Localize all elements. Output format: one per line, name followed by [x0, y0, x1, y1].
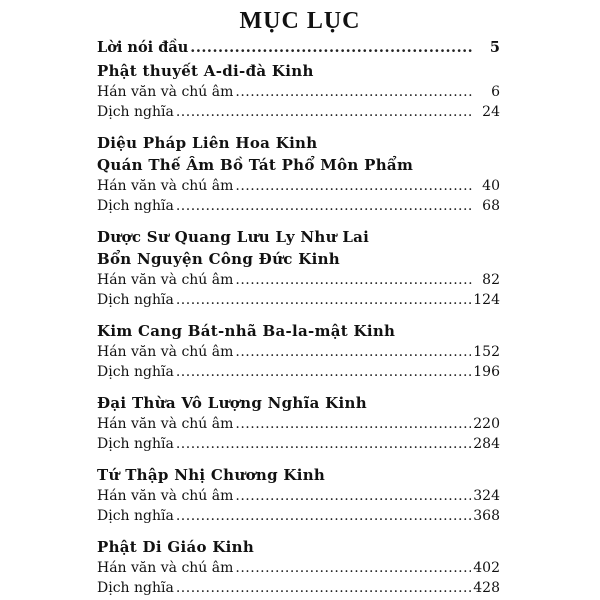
- toc-entry[interactable]: [97, 506, 500, 526]
- toc-page-number: 6: [491, 84, 500, 100]
- toc-page-number: 40: [482, 178, 500, 194]
- toc-entry[interactable]: [97, 176, 500, 196]
- dot-leader: [176, 362, 471, 382]
- toc-entry-label: Hán văn và chú âm: [97, 272, 234, 288]
- dot-leader: [235, 176, 472, 196]
- section-heading[interactable]: Dược Sư Quang Lưu Ly Như Lai: [97, 228, 370, 246]
- toc-entry[interactable]: [97, 270, 500, 290]
- toc-entry-label: Hán văn và chú âm: [97, 488, 234, 504]
- toc-entry-preface[interactable]: [97, 38, 500, 58]
- toc-page-number: 196: [473, 364, 500, 380]
- toc-entry[interactable]: [97, 342, 500, 362]
- dot-leader: [176, 102, 472, 122]
- dot-leader: [235, 82, 472, 102]
- dot-leader: [235, 270, 472, 290]
- dot-leader: [176, 290, 471, 310]
- toc-page-number: 24: [482, 104, 500, 120]
- dot-leader: [235, 486, 471, 506]
- dot-leader: [190, 38, 472, 58]
- toc-entry-label: Dịch nghĩa: [97, 198, 174, 214]
- toc-entry-label: Dịch nghĩa: [97, 580, 174, 596]
- toc-entry[interactable]: [97, 362, 500, 382]
- section-heading-line-2[interactable]: Quán Thế Âm Bồ Tát Phổ Môn Phẩm: [97, 156, 414, 174]
- toc-entry-label: Dịch nghĩa: [97, 364, 174, 380]
- dot-leader: [176, 506, 471, 526]
- toc-entry-label: Hán văn và chú âm: [97, 84, 234, 100]
- dot-leader: [235, 558, 471, 578]
- toc-section: [97, 536, 500, 598]
- toc-section: [97, 392, 500, 454]
- toc-page-number: 284: [473, 436, 500, 452]
- toc-page-number: 324: [473, 488, 500, 504]
- toc-page-number: 368: [473, 508, 500, 524]
- toc-page-number: 68: [482, 198, 500, 214]
- dot-leader: [176, 578, 471, 598]
- toc-entry-label: Dịch nghĩa: [97, 436, 174, 452]
- toc-entry[interactable]: [97, 486, 500, 506]
- toc-entry[interactable]: [97, 82, 500, 102]
- toc-entry[interactable]: [97, 196, 500, 216]
- toc-entry[interactable]: [97, 414, 500, 434]
- toc-page-number: 402: [473, 560, 500, 576]
- section-heading[interactable]: Tứ Thập Nhị Chương Kinh: [97, 466, 326, 484]
- toc-page-number: 82: [482, 272, 500, 288]
- page-title: MỤC LỤC: [239, 8, 361, 34]
- toc-entry-label: Hán văn và chú âm: [97, 416, 234, 432]
- section-heading[interactable]: Phật Di Giáo Kinh: [97, 538, 255, 556]
- section-heading[interactable]: Phật thuyết A-di-đà Kinh: [97, 62, 314, 80]
- section-heading-line-2[interactable]: Bổn Nguyện Công Đức Kinh: [97, 250, 340, 268]
- toc-entry-label: Hán văn và chú âm: [97, 178, 234, 194]
- toc-entry[interactable]: [97, 102, 500, 122]
- toc-section: [97, 132, 500, 216]
- dot-leader: [235, 414, 471, 434]
- toc-section: [97, 226, 500, 310]
- toc-entry[interactable]: [97, 578, 500, 598]
- table-of-contents: [97, 38, 500, 598]
- toc-page-number: 124: [473, 292, 500, 308]
- toc-entry-label: Dịch nghĩa: [97, 508, 174, 524]
- toc-section: [97, 320, 500, 382]
- toc-page-number: 428: [473, 580, 500, 596]
- section-heading[interactable]: Kim Cang Bát-nhã Ba-la-mật Kinh: [97, 322, 396, 340]
- toc-entry[interactable]: [97, 434, 500, 454]
- toc-section: [97, 60, 500, 122]
- toc-page-number: 152: [473, 344, 500, 360]
- dot-leader: [176, 196, 472, 216]
- section-heading[interactable]: Đại Thừa Vô Lượng Nghĩa Kinh: [97, 394, 367, 412]
- toc-page-number: 5: [489, 39, 500, 56]
- toc-entry-label: Lời nói đầu: [97, 39, 189, 56]
- toc-entry-label: Dịch nghĩa: [97, 292, 174, 308]
- toc-entry-label: Hán văn và chú âm: [97, 560, 234, 576]
- dot-leader: [176, 434, 471, 454]
- toc-entry[interactable]: [97, 558, 500, 578]
- section-heading[interactable]: Diệu Pháp Liên Hoa Kinh: [97, 134, 318, 152]
- toc-entry-label: Hán văn và chú âm: [97, 344, 234, 360]
- toc-section: [97, 464, 500, 526]
- dot-leader: [235, 342, 471, 362]
- toc-entry[interactable]: [97, 290, 500, 310]
- toc-page-number: 220: [473, 416, 500, 432]
- toc-entry-label: Dịch nghĩa: [97, 104, 174, 120]
